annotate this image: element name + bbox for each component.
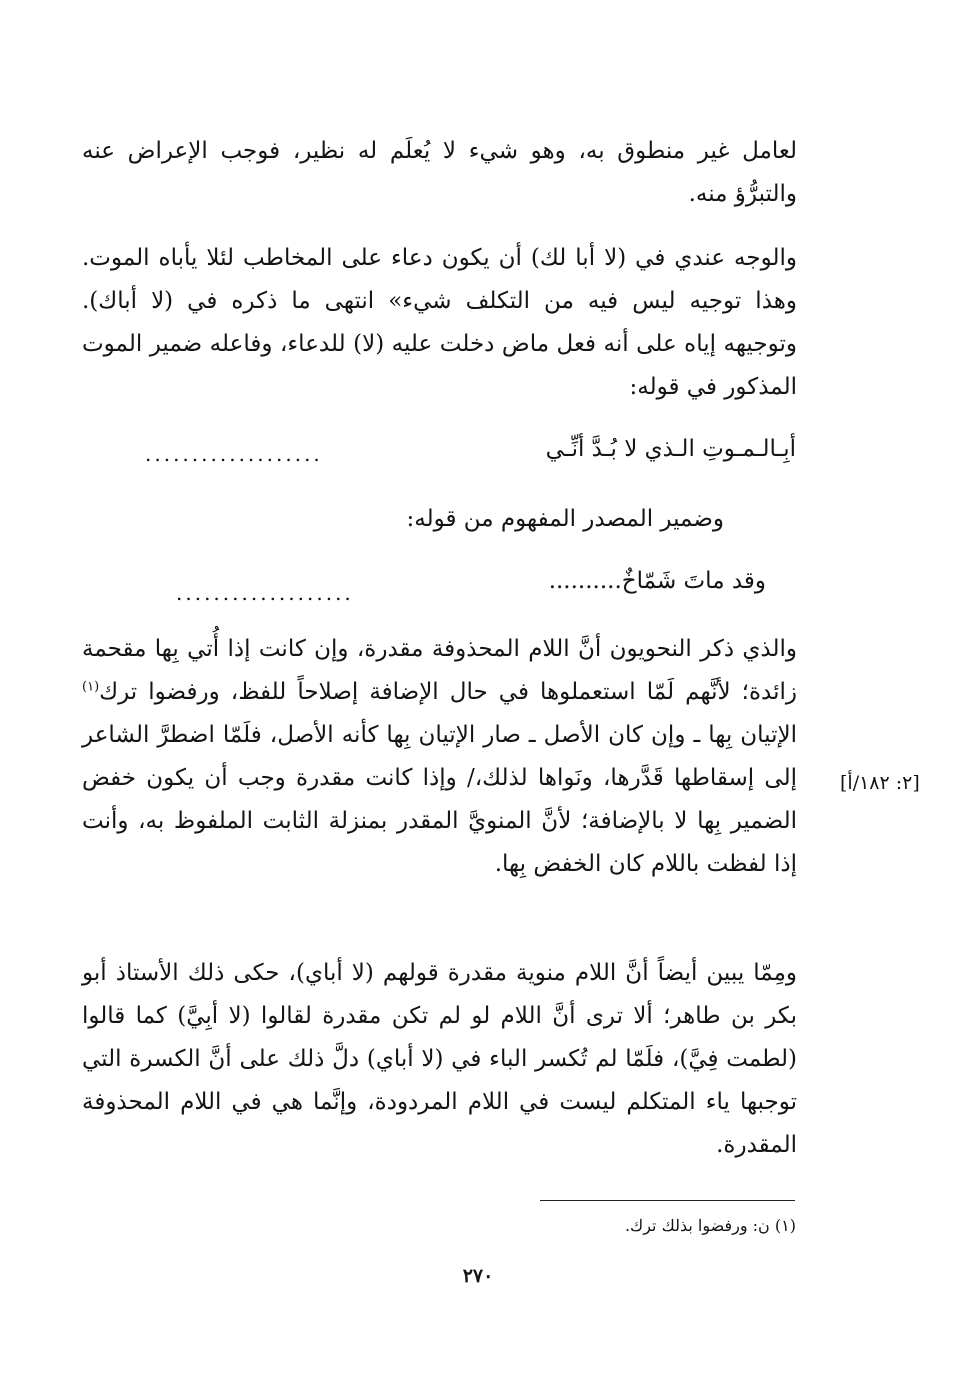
footnote-divider <box>540 1200 795 1201</box>
verse-line-1: أبِـالـمـوتِ الـذي لا بُـدَّ أنِّـي <box>545 436 796 462</box>
paragraph-3-part-1: والذي ذكر النحويون أنَّ اللام المحذوفة مقدرة، وإن كانت إذا أُتي بِها مقحمة زائدة؛ لأنَّهم لَمّا استعملوها في حال الإضافة إصلاحاً للفظ، ورفضوا ترك <box>82 636 797 705</box>
footnote-text: ن: ورفضوا بذلك ترك. <box>624 1216 770 1235</box>
paragraph-3-part-2: الإتيان بِها ـ وإن كان الأصل ـ صار الإتيان بِها كأنه الأصل، فلَمّا اضطرَّ الشاعر إلى إسقاطها قَدَّرها، ونَواها لذلك،/ وإذا كانت مقدرة وجب أن يكون خفض الضمير بِها لا بالإضافة؛ لأنَّ المنويَّ المقدر بمنزلة الثابت الملفوظ به، وأنت إذا لفظت باللام كان الخفض بِها. <box>82 722 797 877</box>
verse-line-2-ellipsis: ................... <box>176 581 354 605</box>
footnote-marker[interactable]: (١) <box>82 679 100 695</box>
verse-intro-2: وضمير المصدر المفهوم من قوله: <box>406 506 724 532</box>
paragraph-2: والوجه عندي في (لا أبا لك) أن يكون دعاء على المخاطب لئلا يأباه الموت. وهذا توجيه ليس فيه من التكلف شيء» انتهى ما ذكره في (لا أباك). وتوجيهه إياه على أنه فعل ماض دخلت عليه (لا) للدعاء، وفاعله ضمير الموت المذكور في قوله: <box>82 245 797 400</box>
paragraph-4: ومِمّا يبين أيضاً أنَّ اللام منوية مقدرة قولهم (لا أباي)، حكى ذلك الأستاذ أبو بكر بن طاهر؛ ألا ترى أنَّ اللام لو لم تكن مقدرة لقالوا (لا أبِيَّ) كما قالوا (لطمت فِيَّ)، فلَمّا لم تُكسر الباء في (لا أباي) دلَّ ذلك على أنَّ الكسرة التي توجبها ياء المتكلم ليست في اللام المردودة، وإنَّما هي في اللام المحذوفة المقدرة. <box>82 960 797 1158</box>
verse-line-2: وقد ماتَ شَمّاخٌ.......... <box>548 568 766 594</box>
footnote <box>625 1214 796 1238</box>
paragraph-3 <box>82 628 797 886</box>
margin-manuscript-reference: [٢: ١٨٢/أ] <box>840 772 920 794</box>
paragraph-1: لعامل غير منطوق به، وهو شيء لا يُعلَم له نظير، فوجب الإعراض عنه والتبرُّؤ منه. <box>82 138 797 207</box>
page-number: ٢٧٠ <box>462 1265 494 1287</box>
verse-line-1-ellipsis: ................... <box>145 442 323 466</box>
footnote-number: (١) <box>774 1216 796 1235</box>
